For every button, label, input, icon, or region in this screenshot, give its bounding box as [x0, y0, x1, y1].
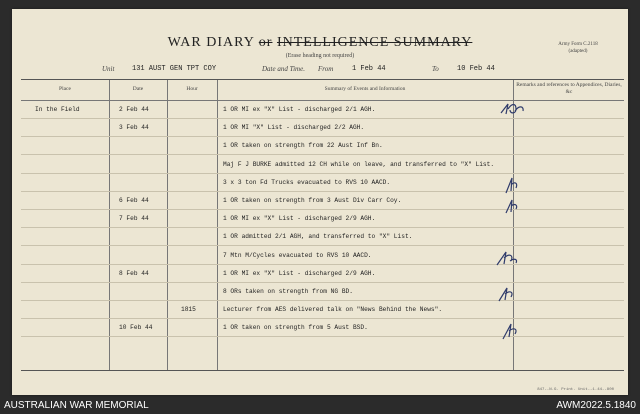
- row-divider: [21, 264, 624, 265]
- row-summary: Lecturer from AES delivered talk on "News Behind the News".: [223, 306, 443, 314]
- column-header-summary: Summary of Events and Information: [324, 86, 406, 92]
- signature-initials-5: [496, 285, 518, 305]
- signature-initials-3: [502, 197, 522, 217]
- row-date: 3 Feb 44: [119, 124, 149, 132]
- date-time-label: Date and Time.: [262, 65, 305, 73]
- row-summary: 1 OR admitted 2/1 AGH, and transferred to "X" List.: [223, 233, 413, 241]
- form-number: [538, 41, 618, 55]
- diary-table: [21, 79, 624, 371]
- from-label: From: [318, 65, 334, 73]
- row-summary: 1 OR MI ex "X" List - discharged 2/9 AGH.: [223, 215, 376, 223]
- row-date: 2 Feb 44: [119, 106, 149, 113]
- row-place: In the Field: [35, 106, 80, 113]
- row-summary: 1 OR taken on strength from 3 Aust Div Carr Coy.: [223, 197, 402, 204]
- header-divider: [21, 100, 624, 101]
- row-summary: 8 ORs taken on strength from NG BD.: [223, 288, 353, 295]
- column-header-date: Date: [132, 86, 144, 92]
- caption-accession: AWM2022.5.1840: [556, 400, 636, 411]
- caption-institution: AUSTRALIAN WAR MEMORIAL: [4, 400, 149, 411]
- form-number-line1: Army Form C.2118: [558, 42, 598, 47]
- unit-label: Unit: [102, 65, 115, 73]
- row-divider: [21, 173, 624, 174]
- title-or: or: [258, 35, 273, 50]
- title-intelligence-summary: INTELLIGENCE SUMMARY: [276, 35, 473, 50]
- row-summary: 1 OR MI ex "X" List - discharged 2/9 AGH.: [223, 269, 376, 277]
- row-summary: 1 OR MI "X" List - discharged 2/2 AGH.: [223, 124, 365, 132]
- unit-value: 131 AUST GEN TPT COY: [132, 65, 217, 73]
- print-footer: 847--N.G. Print. Unit--1.44--800: [537, 388, 614, 392]
- page-title: [12, 35, 628, 51]
- row-date: 8 Feb 44: [119, 269, 149, 277]
- to-value: 10 Feb 44: [457, 65, 495, 73]
- from-value: 1 Feb 44: [352, 65, 386, 73]
- column-divider: [217, 80, 218, 370]
- column-header-hour: Hour: [186, 86, 198, 92]
- row-summary: Maj F J BURKE admitted 12 CH while on leave, and transferred to "X" List.: [223, 160, 495, 168]
- form-number-line2: (adapted): [568, 49, 588, 54]
- row-divider: [21, 245, 624, 246]
- row-divider: [21, 136, 624, 137]
- row-hour: 1815: [181, 306, 196, 314]
- row-divider: [21, 227, 624, 228]
- row-summary: 1 OR taken on strength from 22 Aust Inf Bn.: [223, 142, 383, 150]
- signature-initials-2: [502, 175, 522, 197]
- column-divider: [167, 80, 168, 370]
- row-date: 10 Feb 44: [119, 324, 153, 332]
- row-divider: [21, 191, 624, 192]
- signature-initials-1: [498, 101, 528, 117]
- row-divider: [21, 154, 624, 155]
- row-divider: [21, 282, 624, 283]
- row-summary: 1 OR MI ex "X" List - discharged 2/1 AGH.: [223, 106, 376, 113]
- column-divider: [109, 80, 110, 370]
- subtitle: (Erase heading not required): [285, 53, 355, 59]
- title-war-diary: WAR DIARY: [167, 35, 255, 50]
- column-header-place: Place: [59, 86, 71, 92]
- row-date: 7 Feb 44: [119, 215, 149, 223]
- row-divider: [21, 209, 624, 210]
- row-divider: [21, 318, 624, 319]
- column-header-remarks: Remarks and references to Appendices, Diaries, &c: [516, 82, 622, 95]
- row-summary: 3 x 3 ton Fd Trucks evacuated to RVS 10 AACD.: [223, 178, 391, 186]
- row-summary: 1 OR taken on strength from 5 Aust BSD.: [223, 324, 368, 332]
- row-summary: 7 Mtn M/Cycles evacuated to RVS 10 AACD.: [223, 251, 372, 259]
- row-divider: [21, 118, 624, 119]
- signature-initials-6: [500, 321, 522, 343]
- war-diary-sheet: [12, 9, 628, 395]
- row-date: 6 Feb 44: [119, 197, 149, 204]
- row-divider: [21, 336, 624, 337]
- signature-initials-4: [494, 249, 520, 269]
- row-divider: [21, 300, 624, 301]
- to-label: To: [432, 65, 439, 73]
